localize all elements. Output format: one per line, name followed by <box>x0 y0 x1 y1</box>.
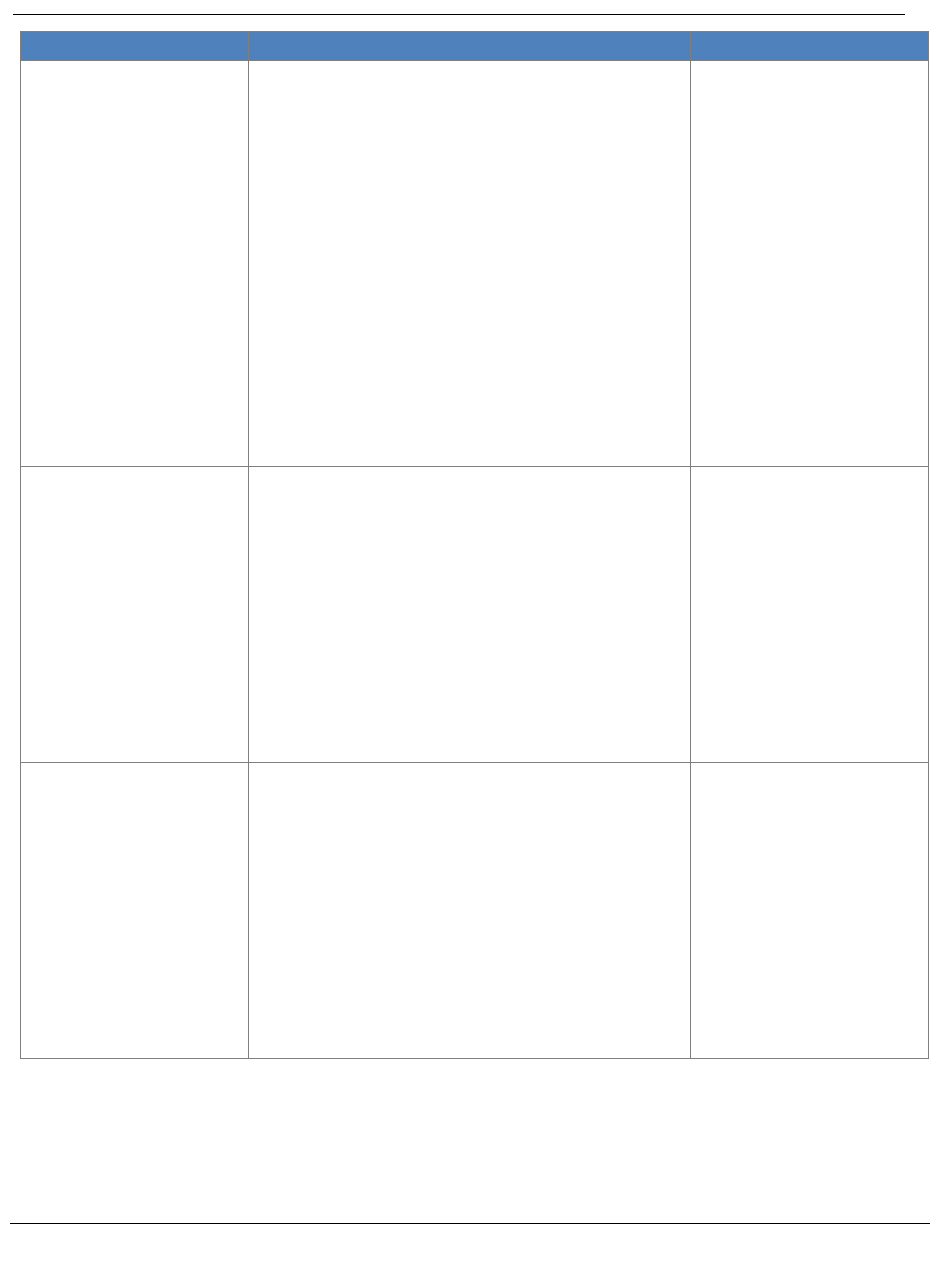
table-cell <box>691 763 929 1059</box>
table-cell <box>21 763 249 1059</box>
table-cell <box>21 467 249 763</box>
screen-cell <box>249 763 691 1059</box>
screen-cell <box>249 61 691 467</box>
table-cell <box>691 467 929 763</box>
alarm-table <box>20 31 929 1059</box>
page-footer-rule <box>10 1223 930 1224</box>
table-row <box>21 467 929 763</box>
table-cell <box>691 61 929 467</box>
table-row <box>21 763 929 1059</box>
header-cell <box>21 32 249 61</box>
table-header-row <box>21 32 929 61</box>
screen-cell <box>249 467 691 763</box>
table-cell <box>21 61 249 467</box>
header-cell <box>249 32 691 61</box>
header-cell <box>691 32 929 61</box>
table-row <box>21 61 929 467</box>
page-header-rule <box>13 14 905 15</box>
